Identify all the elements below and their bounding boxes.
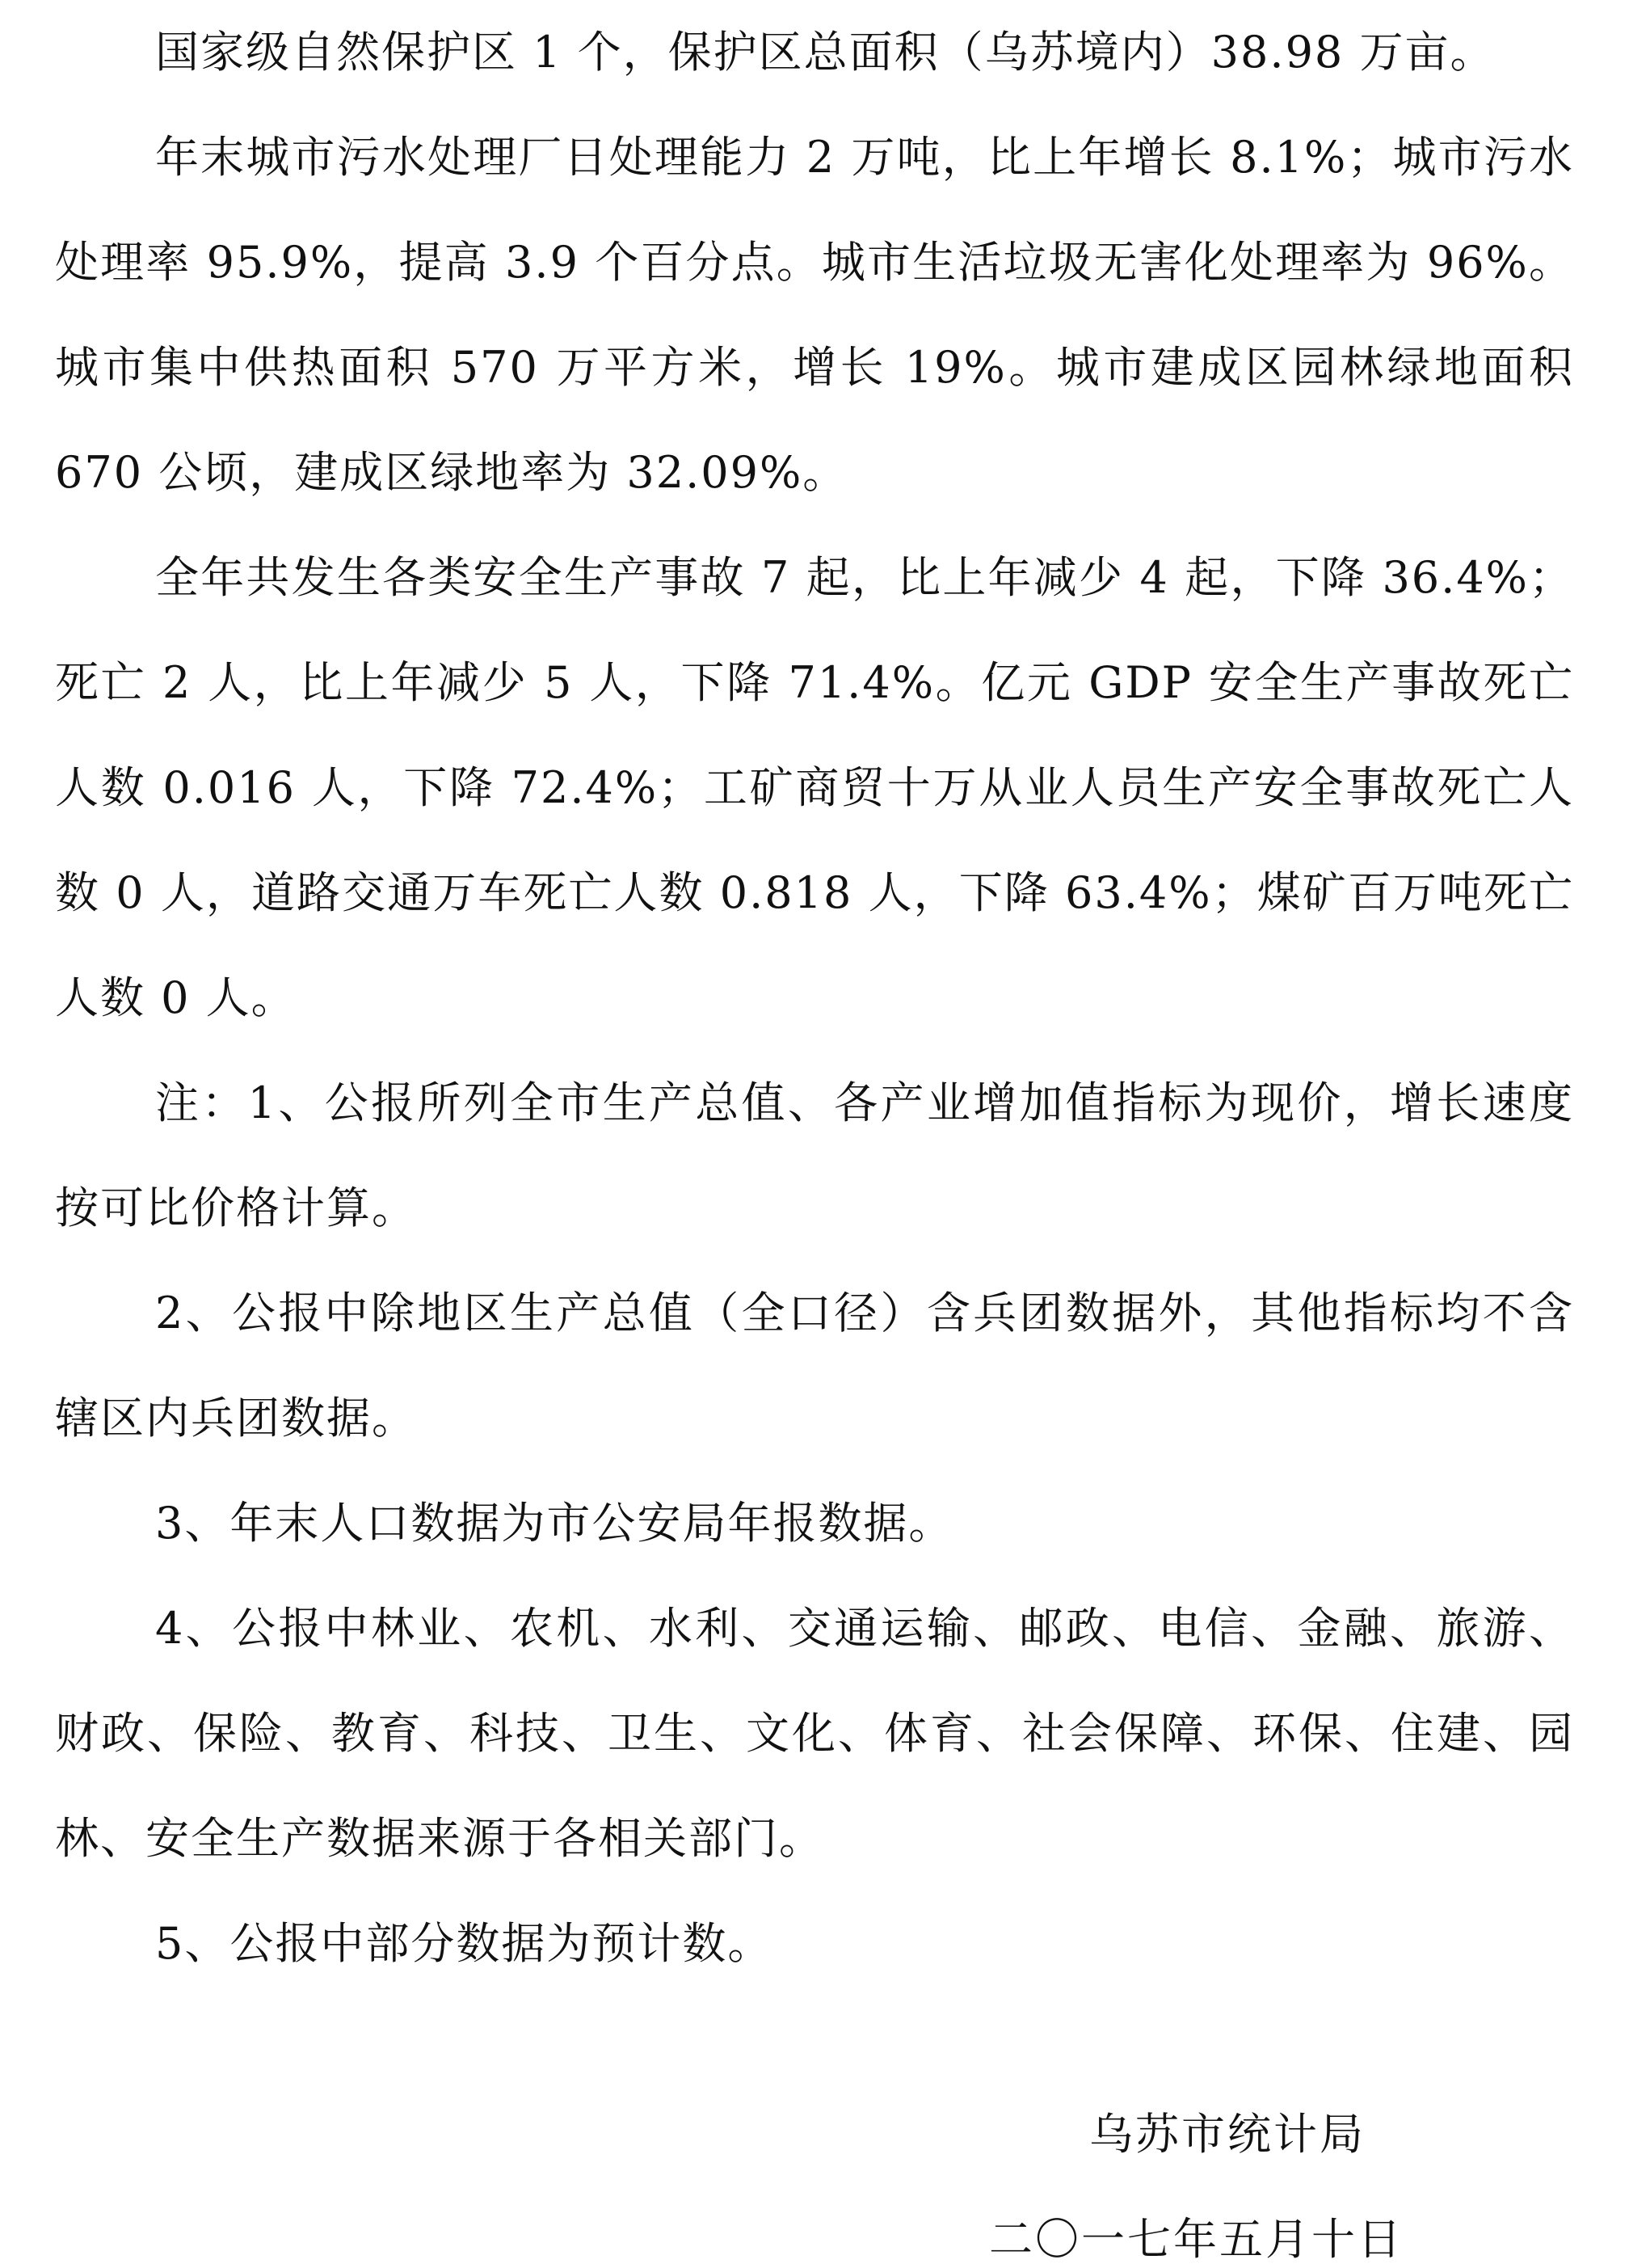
note-5: 5、公报中部分数据为预计数。 — [155, 1918, 773, 1969]
signature-organization: 乌苏市统计局 — [1089, 2109, 1366, 2160]
paragraph-safety-production: 全年共发生各类安全生产事故 7 起，比上年减少 4 起，下降 36.4%；死亡 2 人，比上年减少 5 人，下降 71.4%。亿元 GDP 安全生产事故死亡人数 0.016 人，下降 72.4%；工矿商贸十万从业人员生产安全事故死亡人数 0 人，道路交通万车死亡人数 0.818 人，下降 63.4%；煤矿百万吨死亡人数 0 人。 — [55, 552, 1574, 1023]
note-1: 注：1、公报所列全市生产总值、各产业增加值指标为现价，增长速度按可比价格计算。 — [55, 1077, 1574, 1233]
note-4: 4、公报中林业、农机、水利、交通运输、邮政、电信、金融、旅游、财政、保险、教育、科技、卫生、文化、体育、社会保障、环保、住建、园林、安全生产数据来源于各相关部门。 — [55, 1603, 1574, 1864]
paragraph-urban-environment: 年末城市污水处理厂日处理能力 2 万吨，比上年增长 8.1%；城市污水处理率 95.9%，提高 3.9 个百分点。城市生活垃圾无害化处理率为 96%。城市集中供热面积 570 万平方米，增长 19%。城市建成区园林绿地面积 670 公顷，建成区绿地率为 32.09%。 — [55, 132, 1574, 498]
signature-date: 二〇一七年五月十日 — [989, 2214, 1404, 2265]
note-3: 3、年末人口数据为市公安局年报数据。 — [155, 1498, 954, 1549]
document-body — [55, 0, 1574, 1996]
note-2: 2、公报中除地区生产总值（全口径）含兵团数据外，其他指标均不含辖区内兵团数据。 — [55, 1288, 1574, 1444]
paragraph-nature-reserve: 国家级自然保护区 1 个，保护区总面积（乌苏境内）38.98 万亩。 — [155, 27, 1496, 78]
